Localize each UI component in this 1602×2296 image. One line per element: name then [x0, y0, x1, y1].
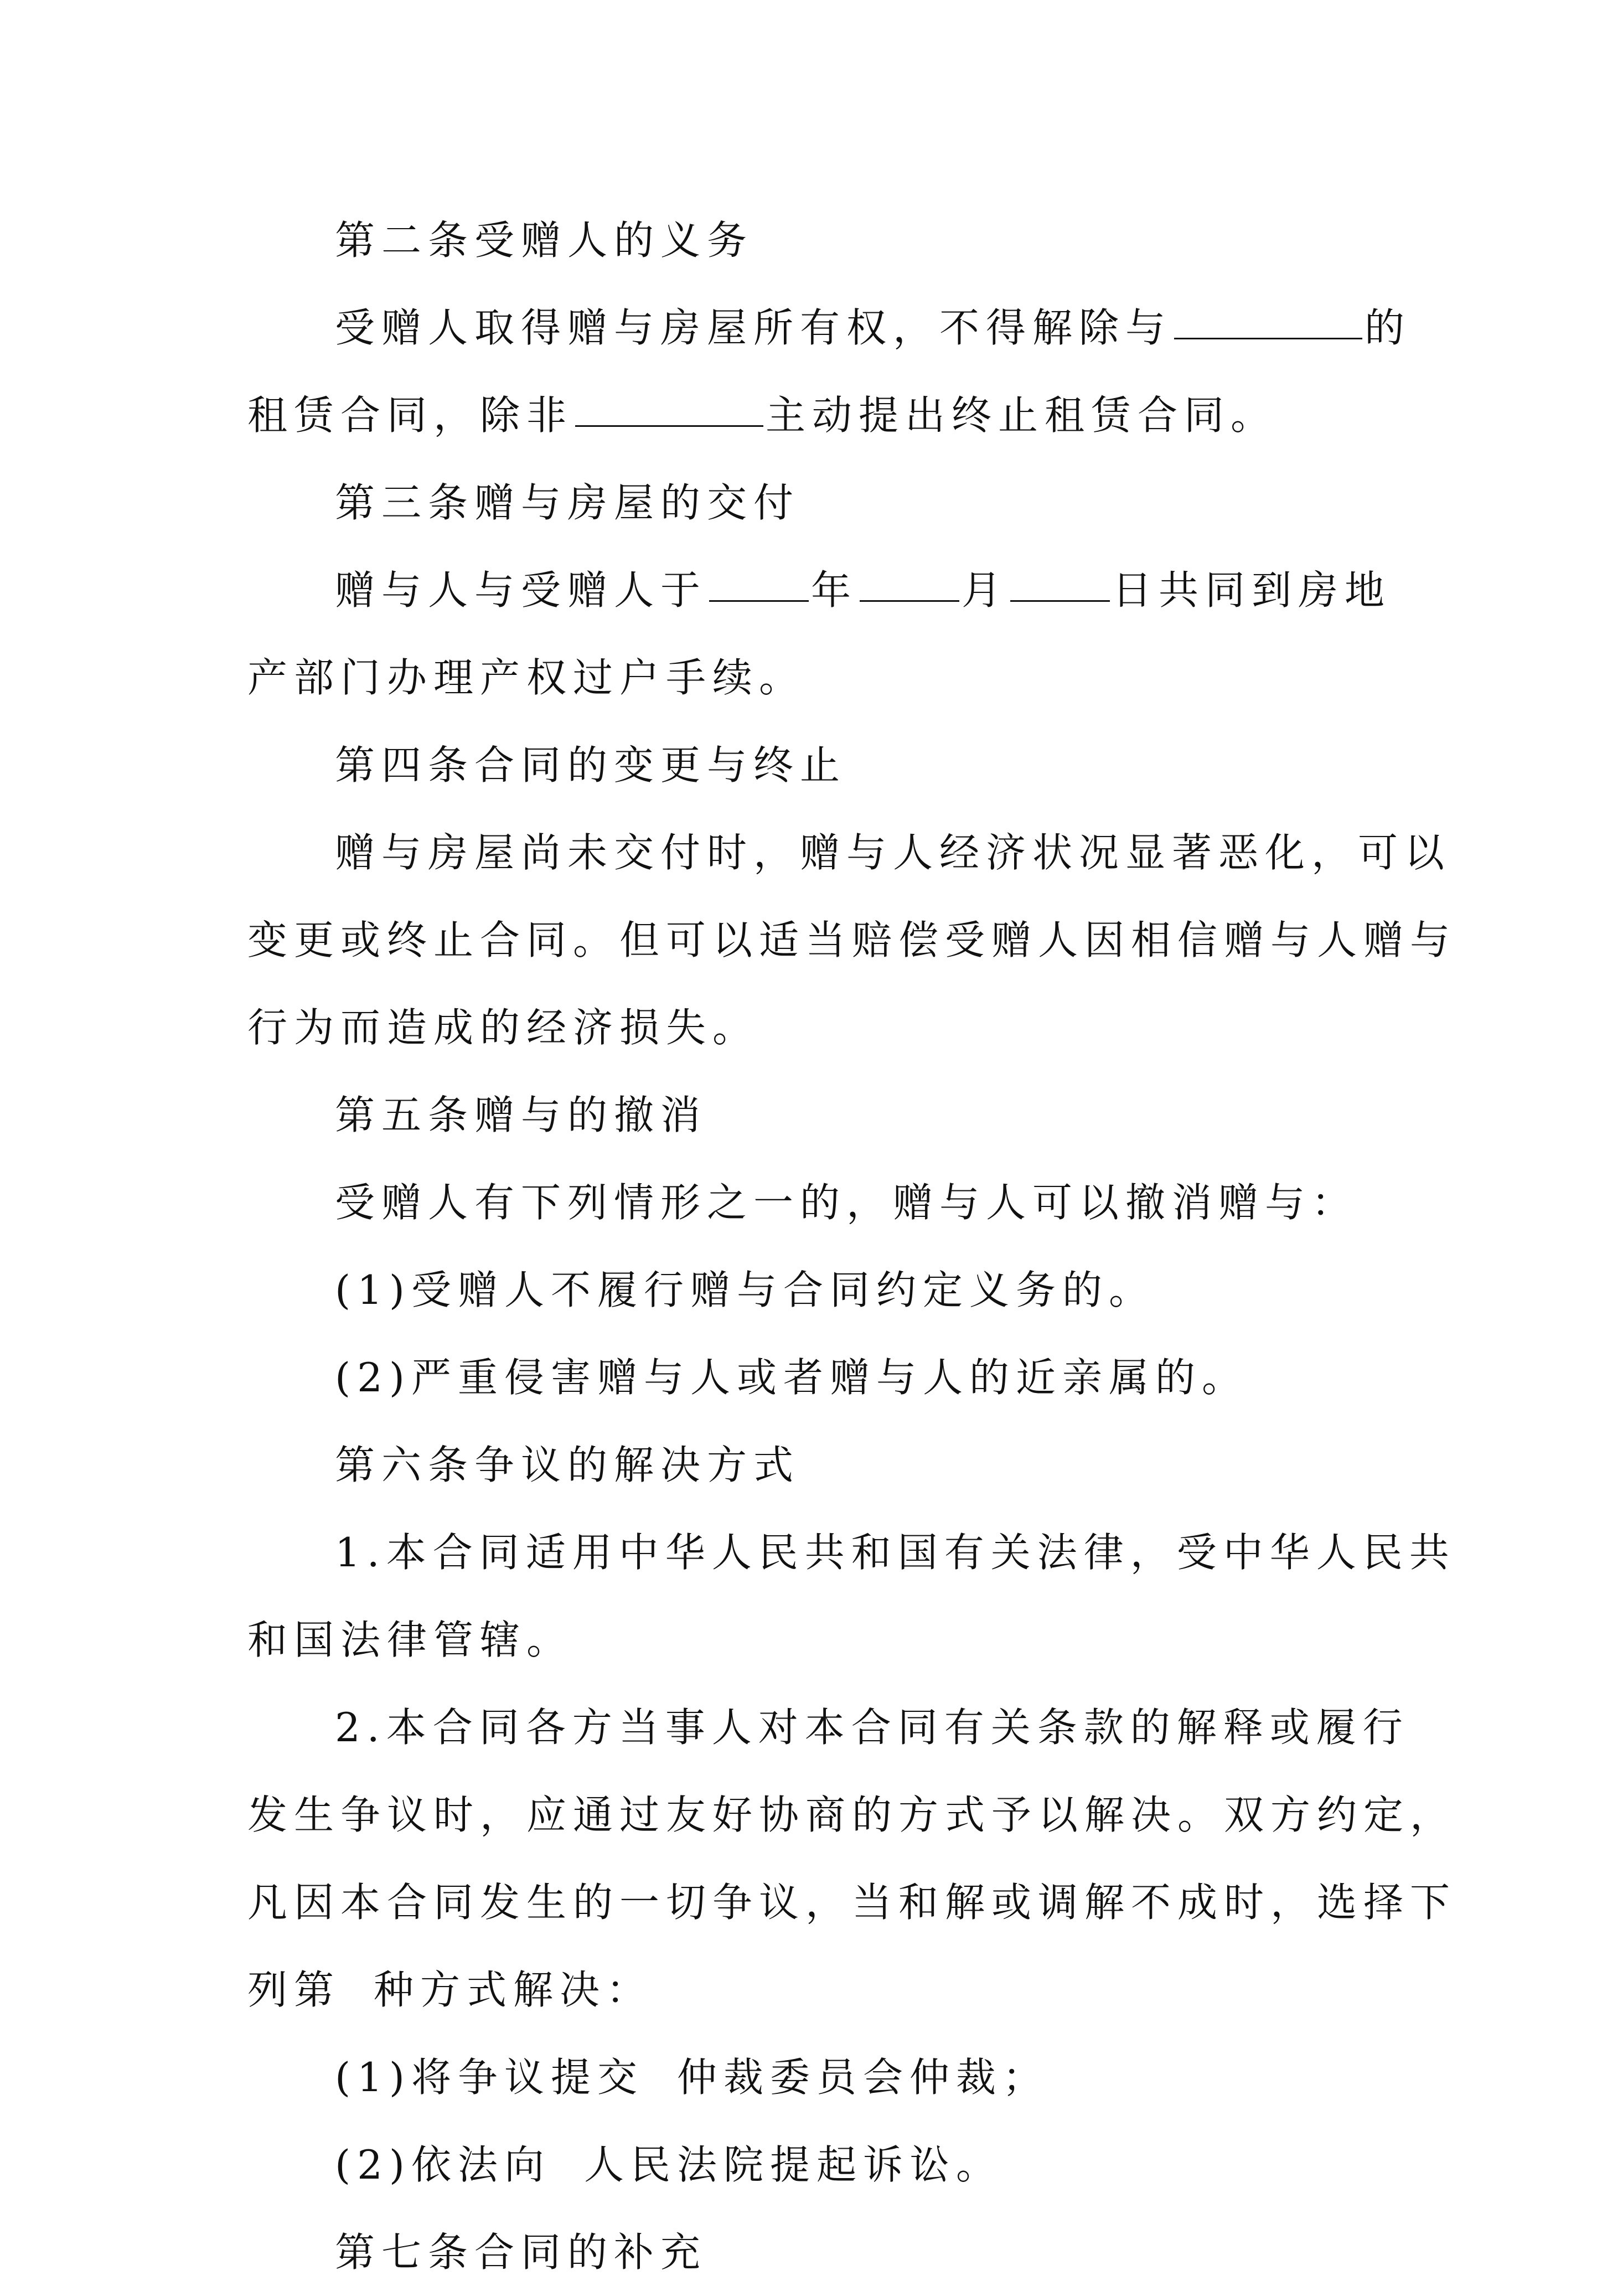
article-6-para-1-line-1 [247, 1509, 1456, 1596]
text: 发生争议时，应通过友好协商的方式予以解决。双方约定， [247, 1792, 1457, 1838]
article-5-title [247, 1071, 1366, 1159]
blank-field[interactable] [1174, 299, 1362, 339]
article-2-title-text: 第二条受赠人的义务 [335, 217, 754, 264]
article-7-title-text: 第七条合同的补充 [335, 2229, 707, 2276]
article-4-title [247, 721, 1366, 809]
article-4-line-3 [247, 984, 1366, 1071]
article-6-para-1-line-2 [247, 1596, 1366, 1684]
article-6-para-2-line-1 [247, 1684, 1409, 1771]
article-3-line-2 [247, 634, 1366, 721]
article-6-option-1 [247, 2034, 1366, 2121]
blank-day[interactable] [1010, 561, 1110, 602]
text: 年 [811, 567, 858, 613]
text: 变更或终止合同。但可以适当赔偿受赠人因相信赠与人赠与 [247, 917, 1457, 963]
blank-year[interactable] [709, 561, 809, 602]
article-4-title-text: 第四条合同的变更与终止 [335, 742, 847, 788]
text: 人民法院提起诉讼。 [584, 2142, 1003, 2188]
document-body [247, 197, 1457, 2296]
article-6-para-2-line-2 [247, 1771, 1457, 1859]
text: 日共同到房地 [1112, 567, 1392, 613]
article-6-option-2 [247, 2121, 1366, 2209]
article-2-line-2 [247, 372, 1366, 459]
article-3-line-1 [247, 546, 1392, 634]
text: 仲裁委员会仲裁； [677, 2054, 1050, 2101]
article-4-line-2 [247, 896, 1457, 984]
text: 种方式解决： [374, 1967, 653, 2013]
text: 月 [962, 567, 1009, 613]
article-3-title [247, 459, 1366, 546]
article-6-title-text: 第六条争议的解决方式 [335, 1442, 800, 1488]
article-5-item-1 [247, 1246, 1366, 1334]
article-6-para-2-line-3 [247, 1859, 1457, 1946]
text: 行为而造成的经济损失。 [247, 1004, 759, 1051]
article-4-line-1 [247, 809, 1451, 896]
article-6-title [247, 1421, 1366, 1509]
text: 凡因本合同发生的一切争议，当和解或调解不成时，选择下 [247, 1879, 1457, 1926]
text: 列第 [247, 1967, 341, 2013]
article-2-title [247, 197, 1366, 284]
text: 租赁合同，除非 [247, 392, 573, 438]
text: (1)受赠人不履行赠与合同约定义务的。 [335, 1267, 1155, 1313]
text: 的 [1365, 305, 1412, 351]
article-6-para-2-line-4 [247, 1946, 1366, 2034]
text: 受赠人取得赠与房屋所有权，不得解除与 [335, 305, 1172, 351]
article-5-line-1 [247, 1159, 1366, 1246]
text: (2)依法向 [335, 2142, 551, 2188]
text: 赠与人与受赠人于 [335, 567, 707, 613]
text: 受赠人有下列情形之一的，赠与人可以撤消赠与： [335, 1179, 1358, 1226]
text: (1)将争议提交 [335, 2054, 644, 2101]
article-5-title-text: 第五条赠与的撤消 [335, 1092, 707, 1138]
text: 2.本合同各方当事人对本合同有关条款的解释或履行 [335, 1704, 1409, 1751]
article-7-title [247, 2209, 1366, 2296]
text: 和国法律管辖。 [247, 1617, 573, 1663]
text: 赠与房屋尚未交付时，赠与人经济状况显著恶化，可以 [335, 829, 1451, 876]
blank-month[interactable] [860, 561, 959, 602]
article-3-title-text: 第三条赠与房屋的交付 [335, 479, 800, 526]
article-2-line-1 [247, 284, 1412, 372]
text: 主动提出终止租赁合同。 [766, 392, 1278, 438]
text: 1.本合同适用中华人民共和国有关法律，受中华人民共 [335, 1529, 1456, 1576]
text: (2)严重侵害赠与人或者赠与人的近亲属的。 [335, 1354, 1248, 1401]
blank-field[interactable] [575, 386, 763, 427]
article-5-item-2 [247, 1334, 1366, 1421]
text: 产部门办理产权过户手续。 [247, 654, 806, 701]
